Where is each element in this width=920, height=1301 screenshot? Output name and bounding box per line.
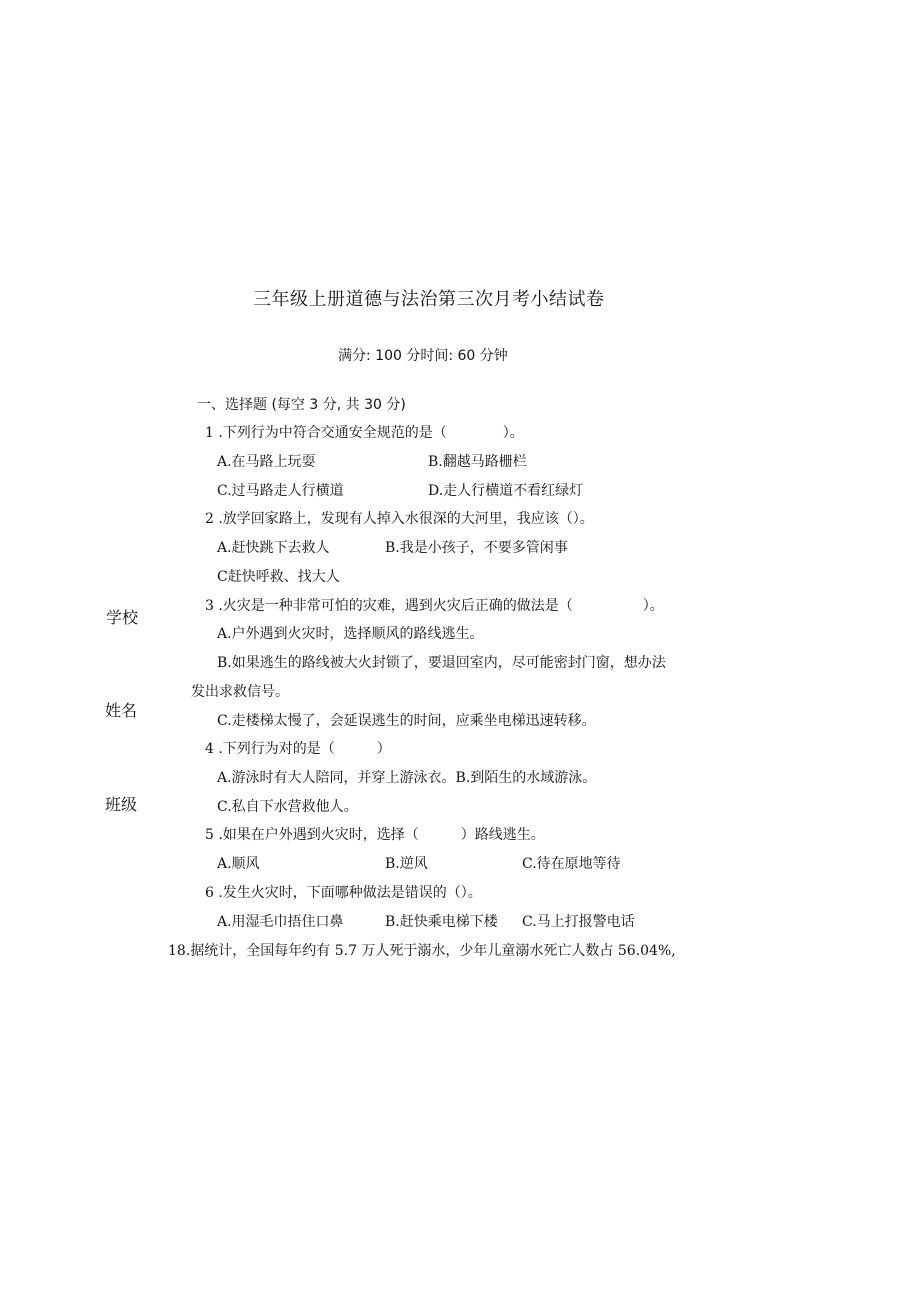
page-title: 三年级上册道德与法治第三次月考小结试卷 [253, 289, 605, 310]
score-time-line: 满分: 100 分时间: 60 分钟 [338, 348, 508, 364]
question-5-option-b: B.逆风 [385, 856, 428, 872]
question-5-option-c: C.待在原地等待 [522, 856, 621, 872]
question-6-option-a: A.用湿毛巾捂住口鼻 [217, 914, 344, 930]
question-6-option-c: C.马上打报警电话 [522, 914, 635, 930]
question-1-option-b: B.翻越马路栅栏 [428, 454, 527, 470]
class-label: 班级 [105, 795, 138, 814]
question-4-options-ab: A.游泳时有大人陪同，并穿上游泳衣。B.到陌生的水域游泳。 [217, 770, 597, 786]
question-6-stem: 6 .发生火灾时，下面哪种做法是错误的（）。 [205, 885, 482, 901]
question-2-option-b: B.我是小孩子，不要多管闲事 [385, 540, 568, 556]
question-3-option-b-line2: 发出求救信号。 [191, 684, 289, 700]
question-3-stem: 3 .火灾是一种非常可怕的灾难，遇到火灾后正确的做法是（ ）。 [205, 598, 664, 614]
question-1-option-d: D.走人行横道不看红绿灯 [428, 483, 584, 499]
question-1-option-a: A.在马路上玩耍 [217, 454, 316, 470]
question-4-option-c: C.私自下水营救他人。 [217, 799, 358, 815]
question-18-stem: 18.据统计，全国每年约有 5.7 万人死于溺水，少年儿童溺水死亡人数占 56.04%, [168, 943, 676, 959]
section-heading: 一、选择题 (每空 3 分, 共 30 分) [197, 397, 406, 413]
school-label: 学校 [106, 608, 139, 627]
question-3-option-a: A.户外遇到火灾时，选择顺风的路线逃生。 [217, 626, 484, 642]
question-2-stem: 2 .放学回家路上，发现有人掉入水很深的大河里，我应该（）。 [205, 511, 594, 527]
question-3-option-c: C.走楼梯太慢了，会延误逃生的时间，应乘坐电梯迅速转移。 [217, 713, 596, 729]
question-2-option-a: A.赶快跳下去救人 [217, 540, 330, 556]
question-5-stem: 5 .如果在户外遇到火灾时，选择（ ）路线逃生。 [205, 827, 545, 843]
question-1-option-c: C.过马路走人行横道 [217, 483, 344, 499]
question-2-option-c: C赶快呼救、找大人 [217, 569, 340, 585]
name-label: 姓名 [105, 701, 138, 720]
question-1-stem: 1 .下列行为中符合交通安全规范的是（ ）。 [205, 425, 524, 441]
question-3-option-b-line1: B.如果逃生的路线被大火封锁了，要退回室内，尽可能密封门窗，想办法 [217, 655, 666, 671]
question-6-option-b: B.赶快乘电梯下楼 [385, 914, 498, 930]
question-5-option-a: A.顺风 [217, 856, 260, 872]
question-4-stem: 4 .下列行为对的是（ ） [205, 741, 391, 757]
